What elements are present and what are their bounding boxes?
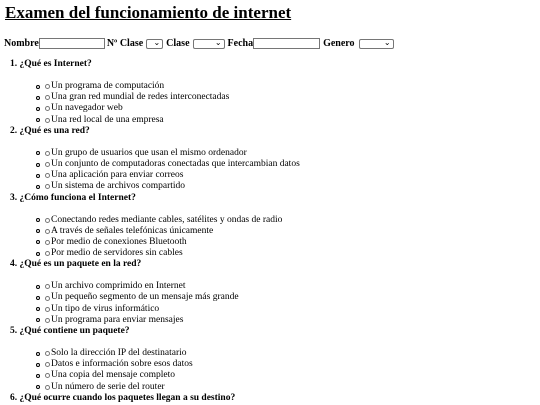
genero-label: Genero <box>323 38 355 49</box>
bullet-icon <box>36 318 40 322</box>
question-number: 1. <box>10 59 18 69</box>
answer-option-label: Una copia del mensaje completo <box>51 370 175 381</box>
question-text: ¿Qué es una red? <box>19 125 90 136</box>
bullet-icon <box>36 252 40 256</box>
chevron-down-icon: ⌄ <box>153 37 161 47</box>
question-heading <box>10 59 300 70</box>
answer-option-label: Un programa para enviar mensajes <box>51 314 184 325</box>
answer-option-label: Conectando redes mediante cables, satélites y ondas de radio <box>51 214 283 225</box>
genero-select[interactable] <box>359 39 394 49</box>
radio-button[interactable] <box>45 118 50 123</box>
question-heading <box>10 326 300 337</box>
answer-option-label: Datos e información sobre esos datos <box>51 359 193 370</box>
bullet-icon <box>36 174 40 178</box>
nombre-label: Nombre <box>4 38 39 49</box>
radio-button[interactable] <box>45 229 50 234</box>
answer-option[interactable] <box>36 181 300 192</box>
radio-button[interactable] <box>45 84 50 89</box>
bullet-icon <box>36 85 40 89</box>
bullet-icon <box>36 118 40 122</box>
question-number: 2. <box>10 125 18 136</box>
answer-option[interactable] <box>36 304 300 315</box>
answer-option-label: Un tipo de virus informático <box>51 303 160 314</box>
question-block <box>10 126 300 193</box>
answer-option-label: Un grupo de usuarios que usan el mismo ordenador <box>51 147 247 158</box>
answer-option-label: Un archivo comprimido en Internet <box>51 281 186 292</box>
answer-option-label: Un pequeño segmento de un mensaje más grande <box>51 292 239 303</box>
question-number: 5. <box>10 326 18 336</box>
answer-option[interactable] <box>36 159 300 170</box>
question-text: ¿Qué contiene un paquete? <box>19 326 130 336</box>
answer-option-label: Por medio de servidores sin cables <box>51 248 183 259</box>
question-text: ¿Cómo funciona el Internet? <box>19 192 136 203</box>
radio-button[interactable] <box>45 296 50 301</box>
bullet-icon <box>36 229 40 233</box>
student-info-form <box>4 37 394 50</box>
clase-select[interactable] <box>193 39 225 49</box>
answer-option-label: Una red local de una empresa <box>51 114 164 125</box>
radio-button[interactable] <box>45 307 50 312</box>
answer-option[interactable] <box>36 237 300 248</box>
clase-number-label: Nº Clase <box>106 38 144 49</box>
bullet-icon <box>36 96 40 100</box>
answer-option[interactable] <box>36 226 300 237</box>
question-heading <box>10 193 300 204</box>
answer-option[interactable] <box>36 348 300 359</box>
answer-option-label: Un navegador web <box>51 103 123 114</box>
answer-option-label: Una gran red mundial de redes interconectadas <box>51 92 230 103</box>
answer-option[interactable] <box>36 103 300 114</box>
question-heading <box>10 126 300 137</box>
nombre-input[interactable] <box>39 38 105 49</box>
bullet-icon <box>36 285 40 289</box>
answer-option[interactable] <box>36 292 300 303</box>
bullet-icon <box>36 185 40 189</box>
answer-option-label: Una aplicación para enviar correos <box>51 170 184 181</box>
question-heading <box>10 393 300 404</box>
radio-button[interactable] <box>45 251 50 256</box>
answer-option[interactable] <box>36 248 300 259</box>
answer-option[interactable] <box>36 215 300 226</box>
radio-button[interactable] <box>45 284 50 289</box>
question-text: ¿Qué ocurre cuando los paquetes llegan a su destino? <box>19 392 236 403</box>
question-number: 4. <box>10 259 18 270</box>
answer-option[interactable] <box>36 370 300 381</box>
answer-options <box>36 148 300 193</box>
bullet-icon <box>36 374 40 378</box>
radio-button[interactable] <box>45 351 50 356</box>
answer-option[interactable] <box>36 382 300 393</box>
radio-button[interactable] <box>45 362 50 367</box>
answer-option[interactable] <box>36 359 300 370</box>
radio-button[interactable] <box>45 162 50 167</box>
question-number: 3. <box>10 192 18 203</box>
answer-option[interactable] <box>36 148 300 159</box>
bullet-icon <box>36 307 40 311</box>
bullet-icon <box>36 107 40 111</box>
clase-number-select[interactable] <box>146 39 163 49</box>
question-block <box>10 193 300 260</box>
answer-option[interactable] <box>36 92 300 103</box>
bullet-icon <box>36 218 40 222</box>
radio-button[interactable] <box>45 173 50 178</box>
answer-option[interactable] <box>36 115 300 126</box>
clase-label: Clase <box>166 38 190 49</box>
answer-option[interactable] <box>36 81 300 92</box>
answer-options <box>36 215 300 260</box>
answer-option-label: Un programa de computación <box>51 81 165 91</box>
answer-option-label: Solo la dirección IP del destinatario <box>51 348 187 358</box>
radio-button[interactable] <box>45 240 50 245</box>
radio-button[interactable] <box>45 106 50 111</box>
question-block <box>10 59 300 126</box>
radio-button[interactable] <box>45 184 50 189</box>
radio-button[interactable] <box>45 373 50 378</box>
answer-option-label: Un número de serie del router <box>51 381 165 392</box>
page-title: Examen del funcionamiento de internet <box>5 3 292 22</box>
fecha-input[interactable] <box>253 38 320 49</box>
answer-option[interactable] <box>36 281 300 292</box>
answer-option-label: Un conjunto de computadoras conectadas que intercambian datos <box>51 158 300 169</box>
bullet-icon <box>36 352 40 356</box>
bullet-icon <box>36 296 40 300</box>
bullet-icon <box>36 363 40 367</box>
question-number: 6. <box>10 392 18 403</box>
answer-option[interactable] <box>36 315 300 326</box>
answer-option[interactable] <box>36 170 300 181</box>
radio-button[interactable] <box>45 385 50 390</box>
bullet-icon <box>36 385 40 389</box>
answer-options <box>36 81 300 126</box>
radio-button[interactable] <box>45 318 50 323</box>
chevron-down-icon: ⌄ <box>214 37 222 47</box>
radio-button[interactable] <box>45 151 50 156</box>
question-block <box>10 259 300 326</box>
radio-button[interactable] <box>45 218 50 223</box>
question-text: ¿Qué es Internet? <box>19 59 92 69</box>
answer-options <box>36 281 300 326</box>
bullet-icon <box>36 163 40 167</box>
bullet-icon <box>36 151 40 155</box>
bullet-icon <box>36 240 40 244</box>
question-heading <box>10 259 300 270</box>
chevron-down-icon: ⌄ <box>383 37 391 47</box>
question-block <box>10 393 300 404</box>
answer-option-label: A través de señales telefónicas únicamente <box>51 225 214 236</box>
answer-options <box>36 348 300 393</box>
question-text: ¿Qué es un paquete en la red? <box>19 259 142 270</box>
question-block <box>10 326 300 393</box>
fecha-label: Fecha <box>227 38 254 49</box>
question-list <box>10 59 300 404</box>
answer-option-label: Por medio de conexiones Bluetooth <box>51 236 187 247</box>
radio-button[interactable] <box>45 95 50 100</box>
answer-option-label: Un sistema de archivos compartido <box>51 181 186 192</box>
